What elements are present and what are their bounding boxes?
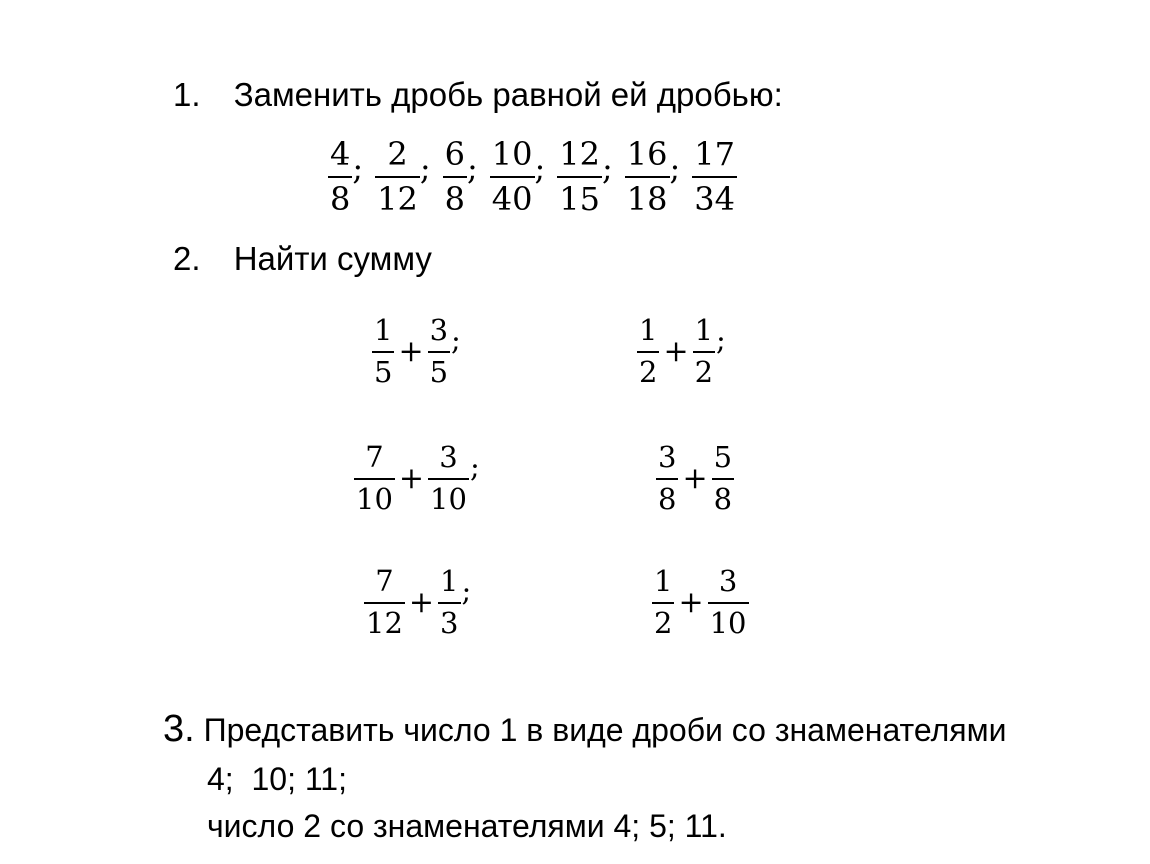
denominator: 10 — [430, 482, 467, 516]
semicolon: ; — [451, 323, 461, 357]
task-2-number: 2. — [173, 240, 201, 277]
denominator: 5 — [429, 355, 449, 389]
fraction — [438, 564, 460, 640]
denominator: 5 — [374, 355, 393, 389]
semicolon: ; — [469, 450, 480, 484]
numerator: 6 — [444, 135, 465, 173]
numerator: 3 — [718, 564, 738, 598]
denominator: 2 — [639, 355, 658, 389]
numerator: 12 — [559, 135, 600, 173]
separator: ; — [669, 149, 681, 187]
plus-sign: + — [408, 585, 435, 620]
fraction — [708, 564, 749, 640]
numerator: 5 — [713, 440, 733, 474]
task-3-number: 3. — [163, 708, 195, 750]
numerator: 3 — [429, 313, 449, 347]
fraction — [652, 564, 674, 640]
semicolon: ; — [461, 574, 472, 608]
plus-sign: + — [663, 334, 689, 369]
separator: ; — [534, 149, 546, 187]
numerator: 7 — [365, 440, 384, 474]
denominator: 15 — [559, 180, 600, 218]
sum-expression — [364, 564, 472, 640]
fraction — [625, 135, 670, 218]
semicolon: ; — [716, 323, 726, 357]
task-1-heading — [173, 76, 783, 114]
plus-sign: + — [682, 461, 708, 496]
separator: ; — [467, 149, 478, 187]
denominator: 18 — [626, 180, 668, 218]
denominator: 8 — [330, 180, 351, 218]
task-1-text: Заменить дробь равной ей дробью: — [233, 76, 783, 113]
denominator: 40 — [491, 180, 533, 218]
task-1-fractions — [328, 135, 737, 218]
denominator: 12 — [377, 180, 418, 218]
fraction — [428, 440, 469, 516]
fraction — [693, 313, 715, 389]
separator: ; — [602, 149, 613, 187]
denominator: 12 — [366, 606, 403, 640]
numerator: 3 — [658, 440, 677, 474]
numerator: 10 — [491, 135, 533, 173]
denominator: 2 — [694, 355, 714, 389]
separator: ; — [352, 149, 364, 187]
fraction — [490, 135, 535, 218]
numerator: 1 — [374, 313, 393, 347]
fraction — [443, 135, 467, 218]
fraction — [364, 564, 405, 640]
numerator: 17 — [694, 135, 735, 173]
plus-sign: + — [678, 585, 704, 620]
plus-sign: + — [398, 334, 424, 369]
fraction — [428, 313, 450, 389]
numerator: 1 — [654, 564, 673, 598]
numerator: 1 — [440, 564, 459, 598]
numerator: 4 — [330, 135, 351, 173]
task-3-heading — [163, 708, 1006, 751]
fraction — [656, 440, 678, 516]
numerator: 16 — [626, 135, 668, 173]
denominator: 2 — [654, 606, 673, 640]
task-2-heading — [173, 240, 432, 278]
fraction — [557, 135, 602, 218]
denominator: 34 — [694, 180, 735, 218]
fraction — [354, 440, 395, 516]
fraction — [375, 135, 420, 218]
fraction — [328, 135, 352, 218]
separator: ; — [419, 149, 431, 187]
task-3-line-3: число 2 со знаменателями 4; 5; 11. — [207, 808, 727, 844]
task-2-text: Найти сумму — [233, 240, 432, 277]
sum-expression — [372, 313, 461, 389]
fraction — [372, 313, 394, 389]
sum-expression — [656, 440, 734, 516]
task-1-number: 1. — [173, 76, 201, 113]
fraction — [692, 135, 737, 218]
sum-expression — [354, 440, 480, 516]
plus-sign: + — [398, 461, 425, 496]
numerator: 7 — [375, 564, 394, 598]
denominator: 10 — [709, 606, 747, 640]
numerator: 1 — [639, 313, 658, 347]
denominator: 10 — [356, 482, 393, 516]
task-3-line-1: Представить число 1 в виде дроби со знаменателями — [203, 712, 1007, 748]
numerator: 2 — [387, 135, 408, 173]
sum-expression — [637, 313, 726, 389]
sum-expression — [652, 564, 749, 640]
denominator: 8 — [444, 180, 465, 218]
denominator: 8 — [713, 482, 733, 516]
fraction — [637, 313, 659, 389]
denominator: 3 — [440, 606, 459, 640]
denominator: 8 — [658, 482, 677, 516]
fraction — [712, 440, 734, 516]
numerator: 1 — [694, 313, 714, 347]
numerator: 3 — [439, 440, 458, 474]
task-3-line-2: 4; 10; 11; — [207, 761, 347, 797]
